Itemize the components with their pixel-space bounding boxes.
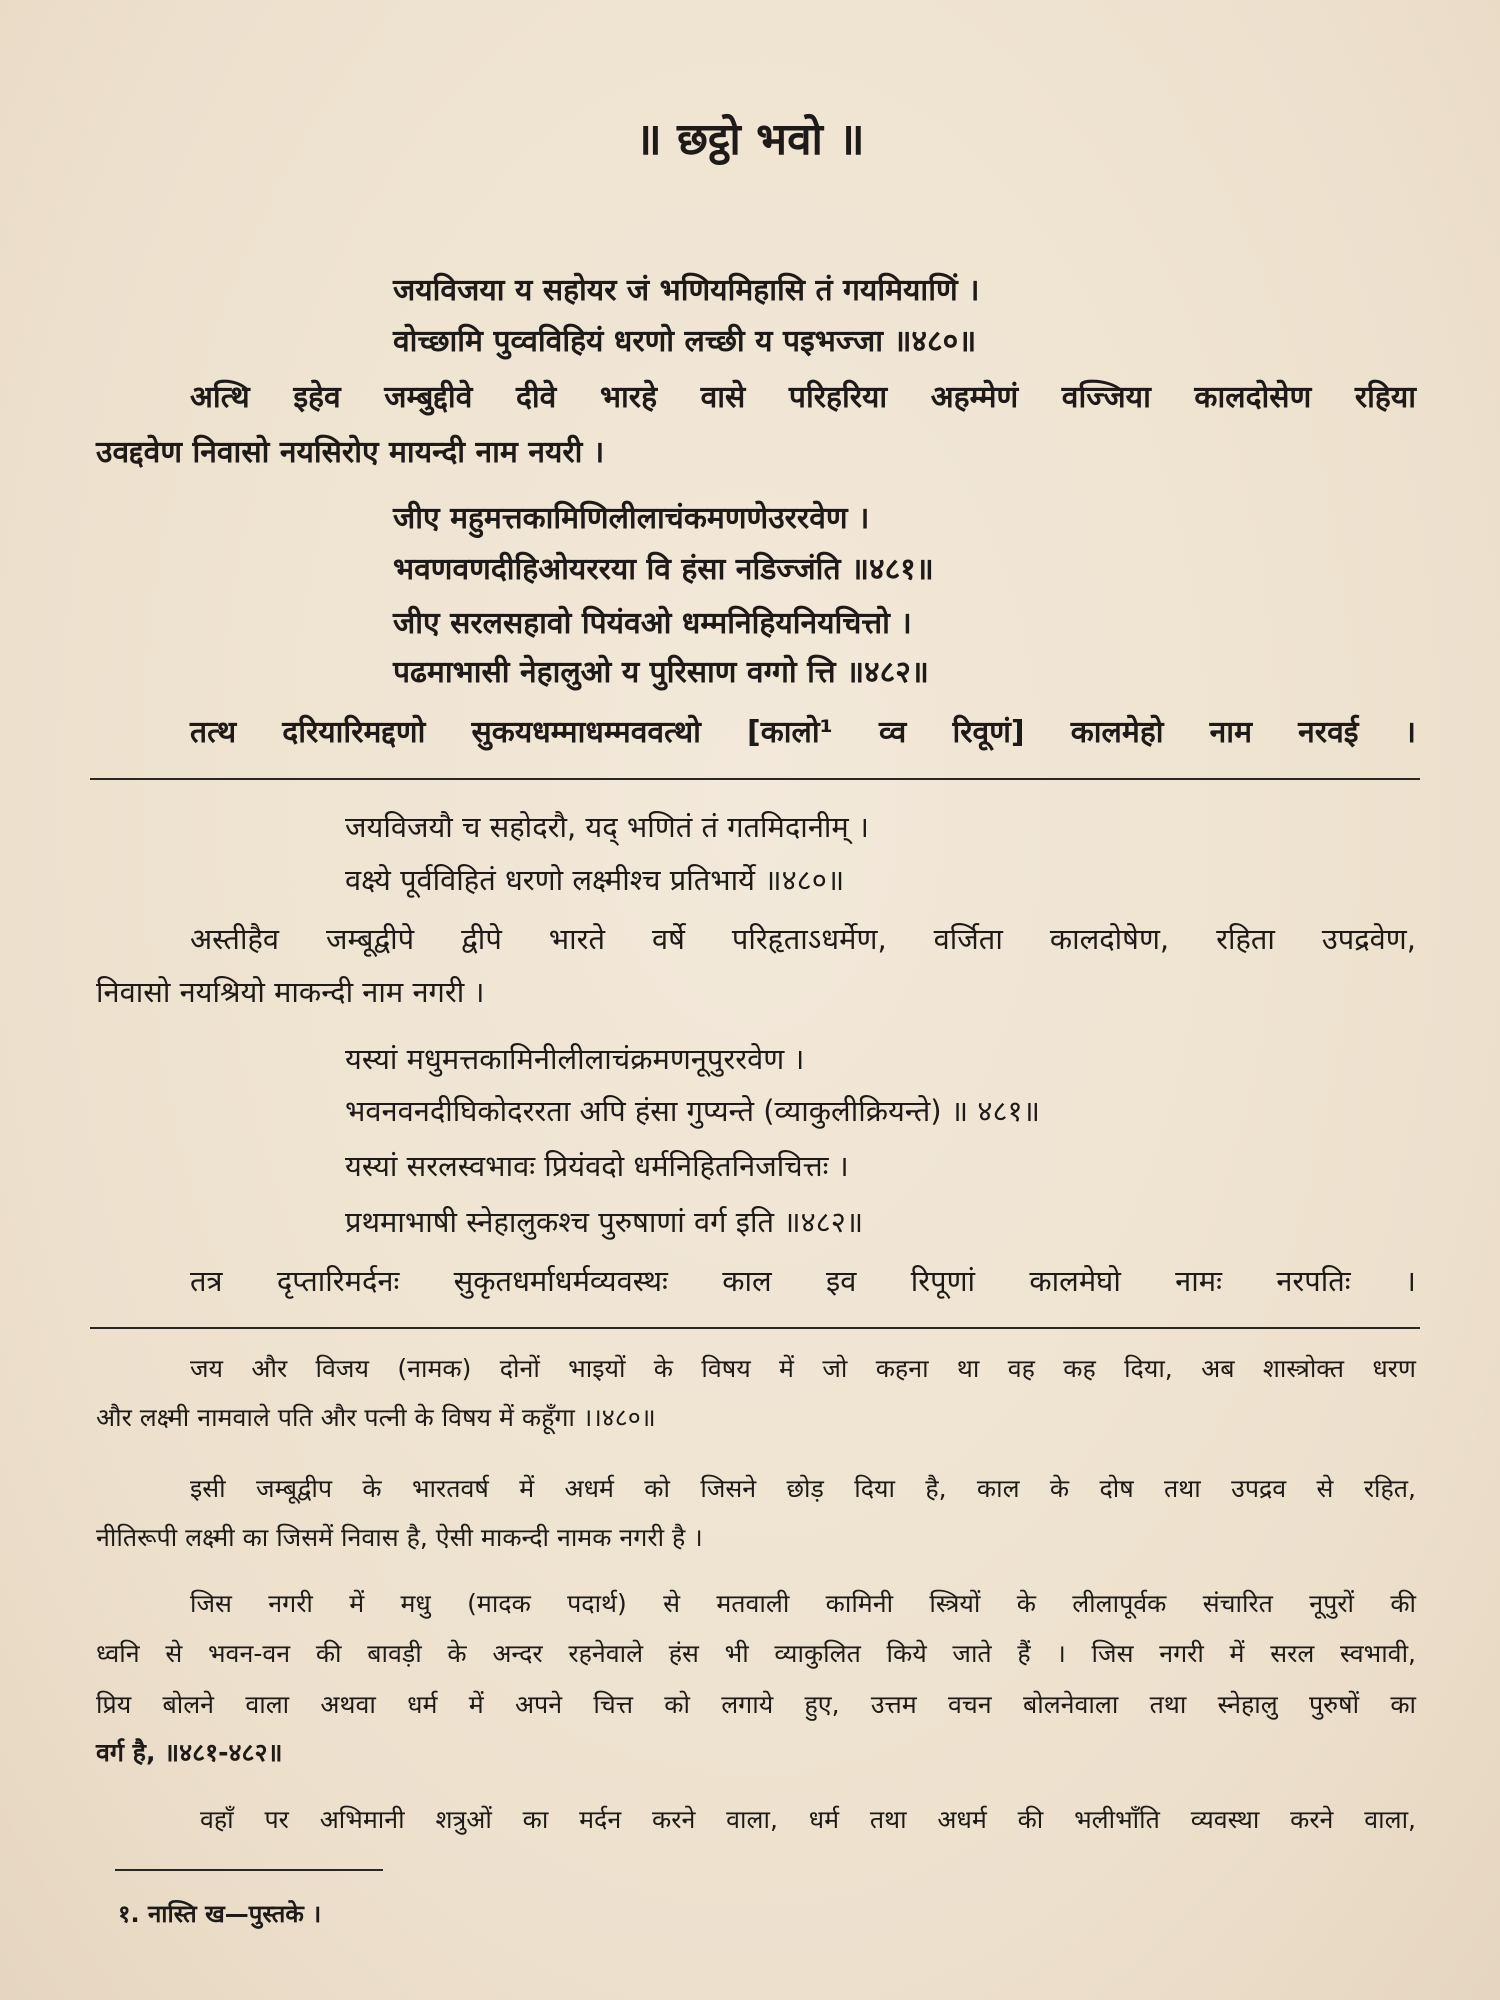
footnote-divider: [115, 1869, 383, 1871]
prakrit-prose-line: तत्थ दरियारिमद्दणो सुकयधम्माधम्मववत्थो [कालो¹ व्व रिवूणं] कालमेहो नाम नरवई ।: [190, 715, 1416, 750]
prakrit-prose-line: अत्थि इहेव जम्बुद्दीवे दीवे भारहे वासे परिहरिया अहम्मेणं वज्जिया कालदोसेण रहिया: [190, 380, 1416, 415]
hindi-line: और लक्ष्मी नामवाले पति और पत्नी के विषय में कहूँगा ।।४८०॥: [96, 1403, 656, 1432]
chapter-title: ॥ छट्ठो भवो ॥: [635, 114, 865, 165]
hindi-line: नीतिरूपी लक्ष्मी का जिसमें निवास है, ऐसी माकन्दी नामक नगरी है ।: [96, 1523, 703, 1552]
sanskrit-verse-line: यस्यां मधुमत्तकामिनीलीलाचंक्रमणनूपुररवेण ।: [345, 1042, 805, 1076]
sanskrit-verse-line: यस्यां सरलस्वभावः प्रियंवदो धर्मनिहितनिजचित्तः ।: [345, 1149, 849, 1183]
sanskrit-prose-line: तत्र दृप्तारिमर्दनः सुकृतधर्माधर्मव्यवस्थः काल इव रिपूणां कालमेघो नामः नरपतिः ।: [190, 1264, 1416, 1298]
sanskrit-verse-line: भवनवनदीघिकोदररता अपि हंसा गुप्यन्ते (व्याकुलीक्रियन्ते) ॥ ४८१॥: [345, 1094, 1041, 1128]
sanskrit-verse-line: जयविजयौ च सहोदरौ, यद् भणितं तं गतमिदानीम् ।: [345, 810, 869, 844]
prakrit-verse-line: वोच्छामि पुव्वविहियं धरणो लच्छी य पइभज्जा ॥४८०॥: [393, 324, 977, 359]
prakrit-prose-line: उवद्दवेण निवासो नयसिरोए मायन्दी नाम नयरी ।: [96, 435, 605, 470]
hindi-line: जिस नगरी में मधु (मादक पदार्थ) से मतवाली कामिनी स्त्रियों के लीलापूर्वक संचारित नूपुरों की: [190, 1589, 1416, 1618]
section-divider: [90, 1327, 1420, 1329]
sanskrit-prose-line: अस्तीहैव जम्बूद्वीपे द्वीपे भारते वर्षे परिहृताऽधर्मेण, वर्जिता कालदोषेण, रहिता उपद्रवेण,: [190, 922, 1416, 956]
footnote: १. नास्ति ख—पुस्तके ।: [118, 1900, 322, 1928]
prakrit-verse-line: पढमाभासी नेहालुओ य पुरिसाण वग्गो त्ति ॥४८२॥: [393, 655, 929, 690]
hindi-line: वर्ग है, ॥४८१-४८२॥: [96, 1738, 283, 1767]
prakrit-verse-line: जीए महुमत्तकामिणिलीलाचंकमणणेउररवेण ।: [393, 501, 870, 536]
prakrit-verse-line: जयविजया य सहोयर जं भणियमिहासि तं गयमियाणिं ।: [393, 273, 980, 308]
prakrit-verse-line: जीए सरलसहावो पियंवओ धम्मनिहियनियचित्तो ।: [393, 606, 912, 641]
hindi-line: ध्वनि से भवन-वन की बावड़ी के अन्दर रहनेवाले हंस भी व्याकुलित किये जाते हैं । जिस नगरी में सरल स्वभावी,: [96, 1639, 1416, 1668]
hindi-line: जय और विजय (नामक) दोनों भाइयों के विषय में जो कहना था वह कह दिया, अब शास्त्रोक्त धरण: [190, 1354, 1416, 1383]
section-divider: [90, 778, 1420, 780]
hindi-line: इसी जम्बूद्वीप के भारतवर्ष में अधर्म को जिसने छोड़ दिया है, काल के दोष तथा उपद्रव से रहित,: [190, 1474, 1416, 1503]
sanskrit-prose-line: निवासो नयश्रियो माकन्दी नाम नगरी ।: [96, 975, 485, 1009]
sanskrit-verse-line: वक्ष्ये पूर्वविहितं धरणो लक्ष्मीश्च प्रतिभार्ये ॥४८०॥: [345, 863, 845, 897]
sanskrit-verse-line: प्रथमाभाषी स्नेहालुकश्च पुरुषाणां वर्ग इति ॥४८२॥: [345, 1205, 864, 1239]
hindi-line: वहाँ पर अभिमानी शत्रुओं का मर्दन करने वाला, धर्म तथा अधर्म की भलीभाँति व्यवस्था करने वाला,: [200, 1805, 1416, 1834]
prakrit-verse-line: भवणवणदीहिओयररया वि हंसा नडिज्जंति ॥४८१॥: [393, 552, 934, 587]
hindi-line: प्रिय बोलने वाला अथवा धर्म में अपने चित्त को लगाये हुए, उत्तम वचन बोलनेवाला तथा स्नेहालु पुरुषों का: [96, 1690, 1416, 1719]
